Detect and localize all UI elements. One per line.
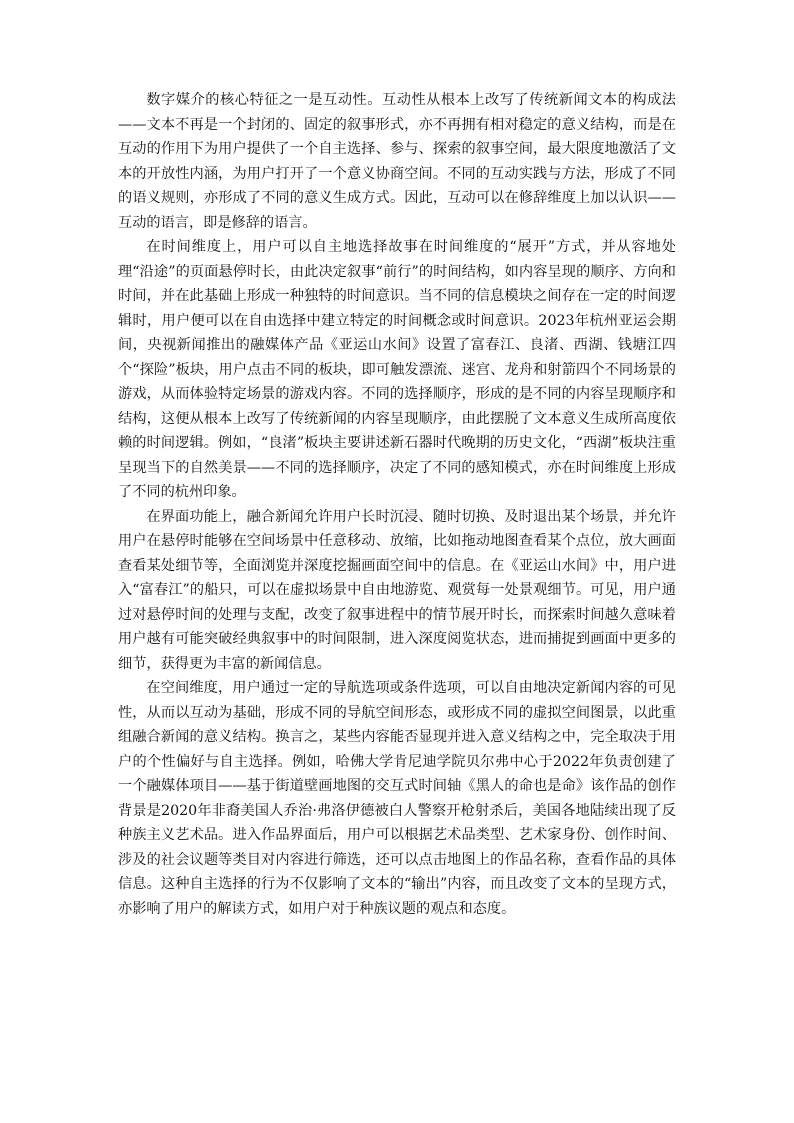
paragraph-2: 在时间维度上，用户可以自主地选择故事在时间维度的“展开”方式，并从容地处理“沿途”的页面悬停时长，由此决定叙事“前行”的时间结构，如内容呈现的顺序、方向和时间，并在此基础上形成一种独特的时间意识。当不同的信息模块之间存在一定的时间逻辑时，用户便可以在自由选择中建立特定的时间概念或时间意识。2023年杭州亚运会期间，央视新闻推出的融媒体产品《亚运山水间》设置了富春江、良渚、西湖、钱塘江四个“探险”板块，用户点击不同的板块，即可触发漂流、迷宫、龙舟和射箭四个不同场景的游戏，从而体验特定场景的游戏内容。不同的选择顺序，形成的是不同的内容呈现顺序和结构，这便从根本上改写了传统新闻的内容呈现顺序，由此摆脱了文本意义生成所高度依赖的时间逻辑。例如，“良渚”板块主要讲述新石器时代晚期的历史文化，“西湖”板块注重呈现当下的自然美景——不同的选择顺序，决定了不同的感知模式，亦在时间维度上形成了不同的杭州印象。 — [118, 239, 676, 500]
paragraph-3: 在界面功能上，融合新闻允许用户长时沉浸、随时切换、及时退出某个场景，并允许用户在悬停时能够在空间场景中任意移动、放缩，比如拖动地图查看某个点位，放大画面查看某处细节等，全面浏览并深度挖掘画面空间中的信息。在《亚运山水间》中，用户进入“富春江”的船只，可以在虚拟场景中自由地游览、观赏每一处景观细节。可见，用户通过对悬停时间的处理与支配，改变了叙事进程中的情节展开时长，而探索时间越久意味着用户越有可能突破经典叙事中的时间限制，进入深度阅览状态，进而捕捉到画面中更多的细节，获得更为丰富的新闻信息。 — [118, 508, 676, 672]
paragraph-1: 数字媒介的核心特征之一是互动性。互动性从根本上改写了传统新闻文本的构成法——文本不再是一个封闭的、固定的叙事形式，亦不再拥有相对稳定的意义结构，而是在互动的作用下为用户提供了一个自主选择、参与、探索的叙事空间，最大限度地激活了文本的开放性内涵，为用户打开了一个意义协商空间。不同的互动实践与方法，形成了不同的语义规则，亦形成了不同的意义生成方式。因此，互动可以在修辞维度上加以认识——互动的语言，即是修辞的语言。 — [118, 92, 676, 231]
paragraph-4: 在空间维度，用户通过一定的导航选项或条件选项，可以自由地决定新闻内容的可见性，从而以互动为基础，形成不同的导航空间形态，或形成不同的虚拟空间图景，以此重组融合新闻的意义结构。换言之，某些内容能否显现并进入意义结构之中，完全取决于用户的个性偏好与自主选择。例如，哈佛大学肯尼迪学院贝尔弗中心于2022年负责创建了一个融媒体项目——基于街道壁画地图的交互式时间轴《黑人的命也是命》该作品的创作背景是2020年非裔美国人乔治·弗洛伊德被白人警察开枪射杀后，美国各地陆续出现了反种族主义艺术品。进入作品界面后，用户可以根据艺术品类型、艺术家身份、创作时间、涉及的社会议题等类目对内容进行筛选，还可以点击地图上的作品名称，查看作品的具体信息。这种自主选择的行为不仅影响了文本的“输出”内容，而且改变了文本的呈现方式，亦影响了用户的解读方式，如用户对于种族议题的观点和态度。 — [118, 680, 676, 917]
document-body — [118, 88, 676, 921]
